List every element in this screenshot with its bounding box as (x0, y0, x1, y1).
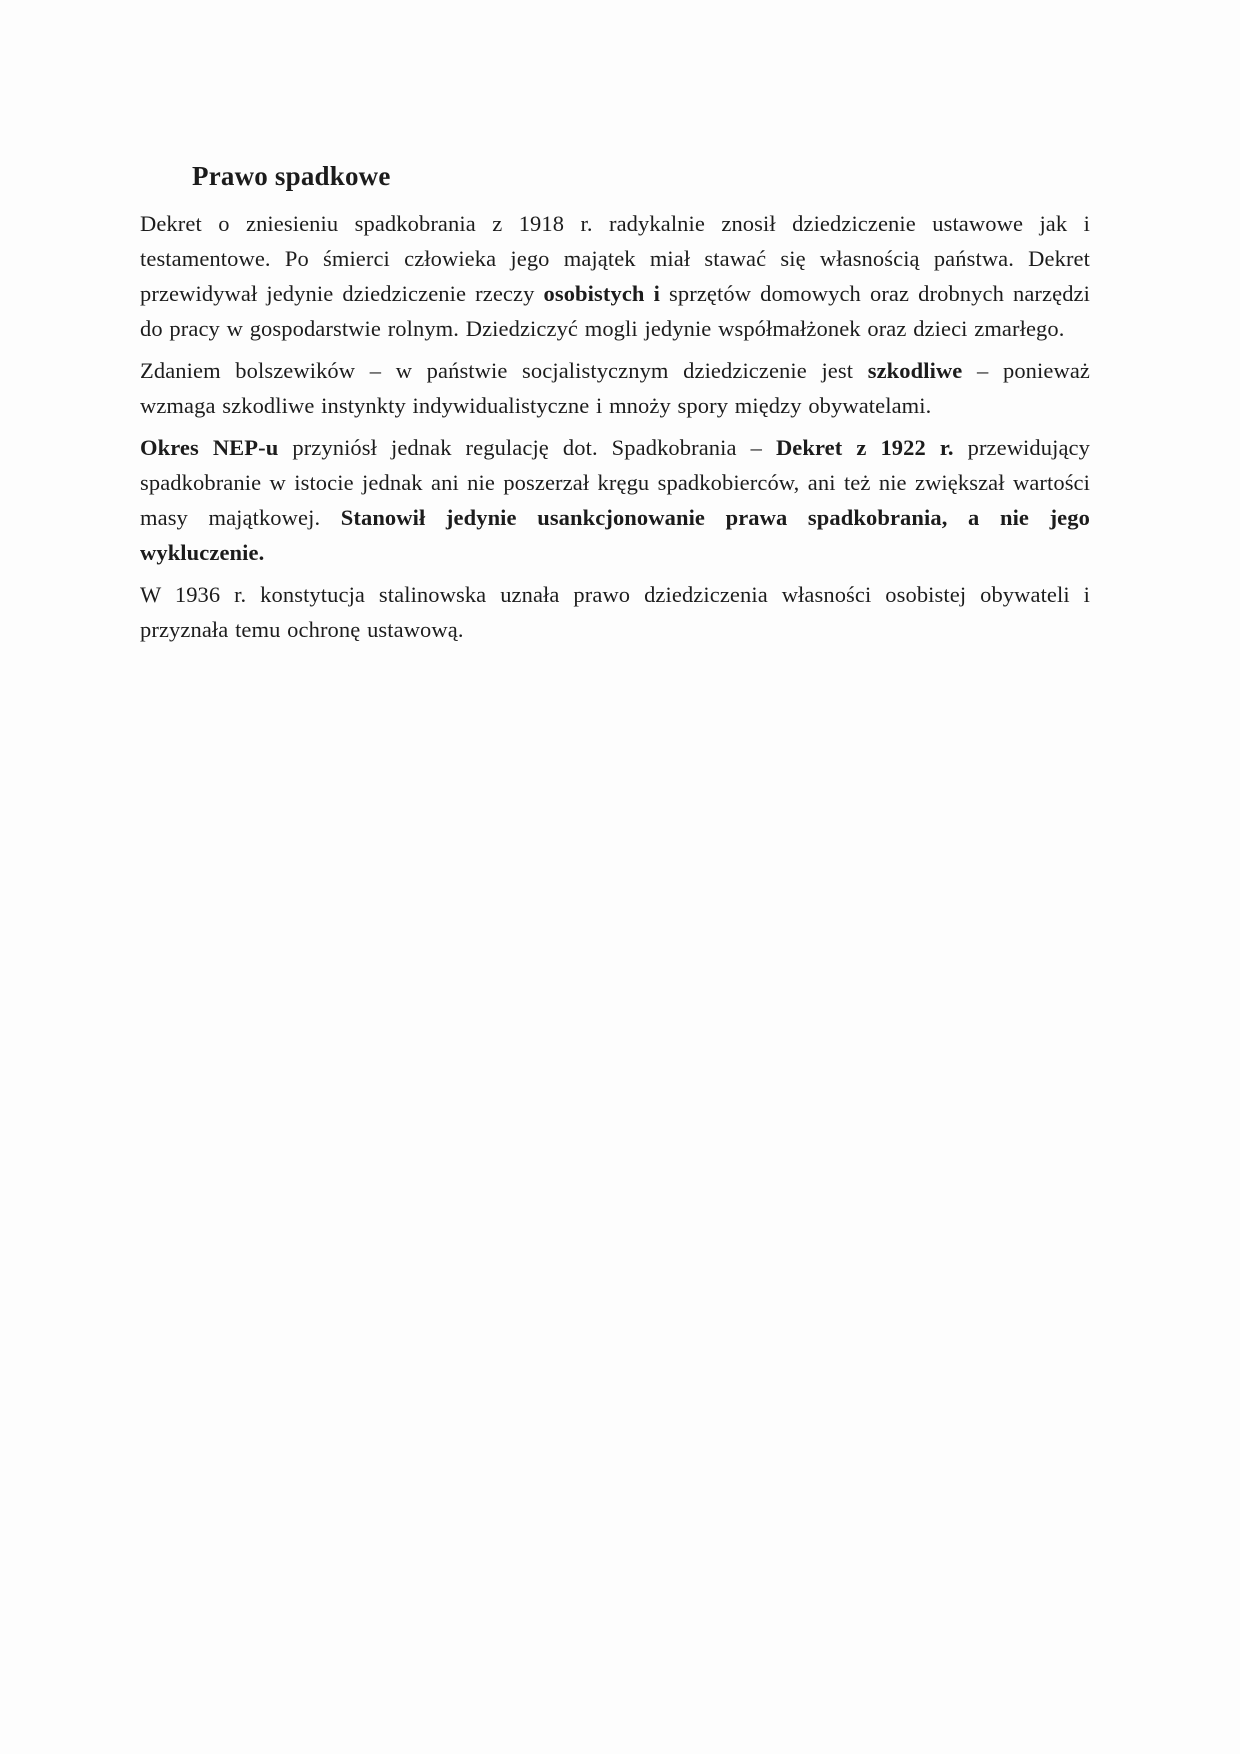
paragraph-3 (140, 430, 1090, 570)
text-segment: sprzętów domowych oraz drobnych narzędzi do pracy w gospodarstwie rolnym. Dziedziczyć mogli jedynie współmałżonek oraz dzieci zmarłego. (140, 281, 1090, 341)
text-segment: Zdaniem bolszewików – w państwie socjalistycznym dziedziczenie jest (140, 358, 868, 383)
bold-text-segment: szkodliwe (867, 358, 963, 383)
bold-text-segment: Okres NEP-u (140, 435, 279, 460)
document-title: Prawo spadkowe (192, 161, 391, 191)
text-segment: W 1936 r. konstytucja stalinowska uznała prawo dziedziczenia własności osobistej obywateli i przyznała temu ochronę ustawową. (140, 582, 1090, 642)
paragraph-1 (140, 206, 1090, 346)
text-segment: Dekret o zniesieniu spadkobrania z 1918 r. radykalnie znosił dziedziczenie ustawowe jak i testamentowe. Po śmierci człowieka jego majątek miał stawać się własnością państwa. Dekret przewidywał jedynie dziedziczenie rzeczy (140, 211, 1090, 306)
text-segment: przyniósł jednak regulację dot. Spadkobrania – (278, 435, 776, 460)
bold-text-segment: Stanowił jedynie usankcjonowanie prawa spadkobrania, a nie jego wykluczenie. (140, 505, 1090, 565)
document-body (140, 206, 1090, 647)
paragraph-4 (140, 577, 1090, 647)
text-segment: przewidujący spadkobranie w istocie jednak ani nie poszerzał kręgu spadkobierców, ani też nie zwiększał wartości masy majątkowej. (140, 435, 1090, 530)
paragraph-2 (140, 353, 1090, 423)
text-segment: – ponieważ wzmaga szkodliwe instynkty indywidualistyczne i mnoży spory między obywatelami. (140, 358, 1090, 418)
bold-text-segment: Dekret z 1922 r. (775, 435, 954, 460)
bold-text-segment: osobistych i (543, 281, 660, 306)
